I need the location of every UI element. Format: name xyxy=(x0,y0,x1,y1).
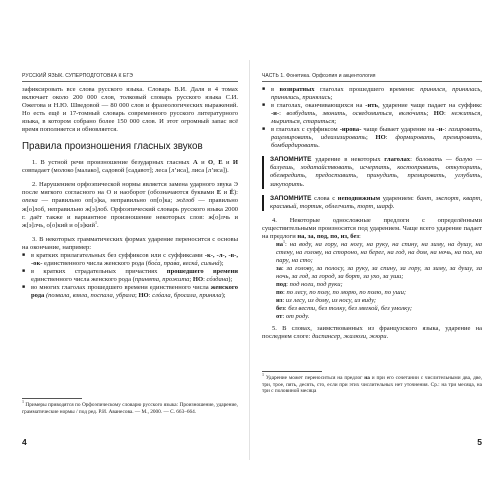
right-page xyxy=(250,0,500,500)
right-footnote: $^1$ Ударение может переноситься на предлог на и при его сочетании с числительными два, две, три, трое, пять, десять, сто, если при этих числительных нет уточнения. Ср.: на три месяца, на три с половиной месяца xyxy=(262,372,483,395)
footnote-rule xyxy=(262,371,322,372)
left-footnote: $^1$ Примеры приводятся по Орфоэпическому словарю русского языка: Произношение, ударение, грамматические нормы / под ред. Р.И. Аванесова. — М., 2000. — С. 663–664. xyxy=(22,399,238,415)
footnote-ref: 1 xyxy=(95,219,98,225)
list-item: ■ в возвратных глаголах прошедшего времени: принялся, принялась, принялись, принялись; xyxy=(262,86,482,102)
rule-3-intro: 3. В некоторых грамматических формах ударение переносится с основы на окончание, например: xyxy=(22,235,238,251)
prep-na: $на^1$: на воду, на гору, на ногу, на руку, на спину, на зиму, на душу, на стену, на голову, на стороно, на берег, на год, на дом, на ночь, на пол, на пару, на сто; xyxy=(276,238,482,264)
list-item: ■ в глаголах с суффиксом -ирова- чаще бывает ударение на -и-: газировать, рацемировать, идеализировать; НО: формировать, премировать, бомбардировать. xyxy=(262,126,482,150)
prep-po: по: по лесу, по полу, по морю, по полю, по уши; xyxy=(276,289,407,297)
list-item: ■ во многих глаголах прошедшего времени единственного числа женского рода (позвала, взяла, поспала, убрала; НО: слóала, бросала, приняла); xyxy=(22,284,238,300)
rule-5: 5. В словах, заимствованных из французского языка, ударение на последнем слоге: диспансер, жалюзи, жюри. xyxy=(262,325,482,341)
rule-4: 4. Некоторые односложные предлоги с определёнными существительными произносятся под ударением. Чаще всего ударение падает на предлоги на, за, под, по, из, без: xyxy=(262,216,482,240)
list-item: ■ в кратких страдательных причастиях прошедшего времени единственного числа женского рода (принята, прожита; НО: сóздана); xyxy=(22,268,238,284)
left-body xyxy=(22,86,238,300)
right-body xyxy=(262,86,482,341)
section-title: Правила произношения гласных звуков xyxy=(22,141,203,153)
prep-za: за: за голову, за полосу, за руку, за спину, за гору, за зиму, за душу, за ночь, за год, за город, за борт, за ухо, за уши; xyxy=(276,264,482,280)
remember-box-fixed-stress: ЗАПОМНИТЕ слова с неподвижным ударением: бант, экспорт, кварт, красивый, тортик, облегчить, торт, шарф. xyxy=(262,195,482,211)
remember-box-verbs: ЗАПОМНИТЕ ударение в некоторых глаголах: баловать — балую — балуешь, ходатайствовать, исчерпать, костоправить, откупорить, обезвредить, предоставить, принудить, премировать, углубить, закупорить. xyxy=(262,156,482,188)
intro-paragraph: зафиксировать все слова русского языка. Словарь В.И. Даля в 4 томах включает около 200 000 слов, толковый словарь русского языка С.И. Ожегова и Н.Ю. Шведовой — 80 000 слов и фразеологических выражений. Но есть ещё и 17-томный словарь современного русского литературного языка, в котором собрано более 150 000 слов. И этот огромный запас всё время пополняется и обновляется. xyxy=(22,86,238,134)
footnote-rule xyxy=(22,398,82,399)
prep-pod: под: под ноги, под руки; xyxy=(276,281,343,289)
rule-2: 2. Нарушением орфоэпической нормы является замена ударного звука Э после мягкого согласного на О и наоборот (обозначаются буквами Е и Ё): опека — правильно оп[э]ка, неправильно оп[о]ка; жёлоб — правильно ж[о]лоб, неправильно ж[э]лоб. Орфоэпический словарь русского языка 2000 г. даёт также и вариантное произношение некоторых слов: ж[о]лчь и ж[э]лчь, о[о]кий и о[э]кий$^1$. xyxy=(22,181,238,229)
prep-bez: без: без вести, без толку, без мягкой, без умолку; xyxy=(276,305,413,313)
prep-iz: из: из лесу, из дому, из носу, из виду; xyxy=(276,297,377,305)
rule-1: 1. В устной речи произношение безударных гласных А и О, Е и И совпадает (молоко [малако], садовой [садавот]; леса [л’иса], лиса [л’иса]). xyxy=(22,159,238,175)
page-number-left: 4 xyxy=(22,437,27,447)
list-item: ■ в глаголах, оканчивающихся на -ить, ударение чаще падает на суффикс -и-: возбудить, звонить, осведомиться, вклю́чить; НО: нежиться, мыриться, стариться; xyxy=(262,102,482,126)
left-running-head: РУССКИЙ ЯЗЫК. СУПЕРПОДГОТОВКА К ЕГЭ xyxy=(22,73,238,82)
list-item: ■ в кратких прилагательных без суффиксов или с суффиксами -к-, -л-, -в-, -ок- единственного числа женского рода (бос́а, прав́а, вескá, сильнá); xyxy=(22,252,238,268)
verb-list xyxy=(262,86,482,150)
prep-ot: от: от роду. xyxy=(276,313,310,321)
rule-3-list xyxy=(22,252,238,300)
page-number-right: 5 xyxy=(477,437,482,447)
right-running-head: ЧАСТЬ 1. Фонетика. Орфоэпия и акцентология xyxy=(262,73,482,82)
